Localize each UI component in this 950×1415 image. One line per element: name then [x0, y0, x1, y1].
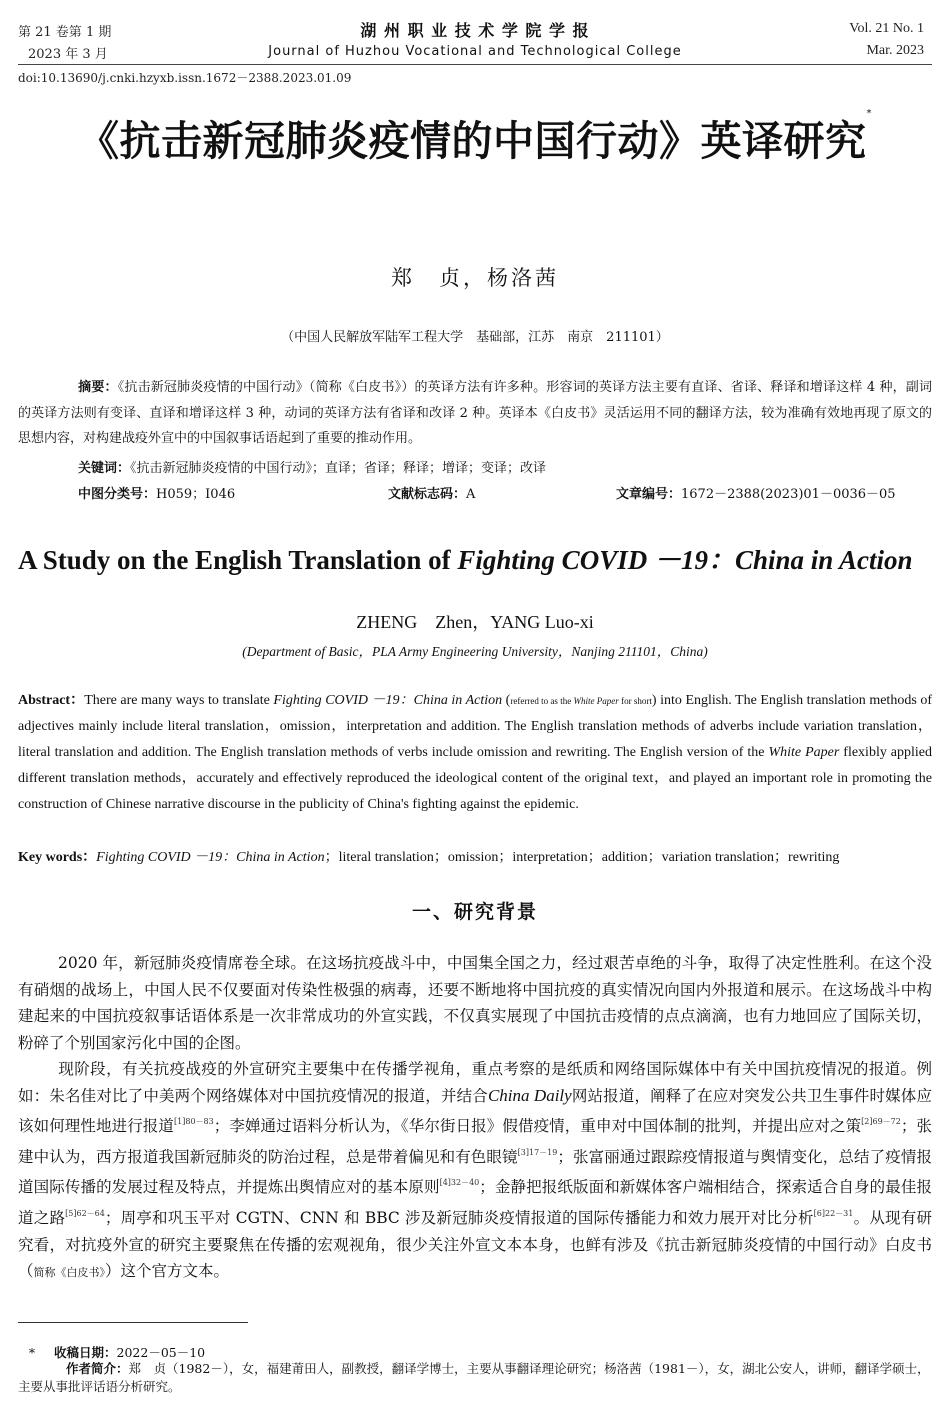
date-cn: 2023 年 3 月 — [28, 47, 108, 62]
abstract-cn — [18, 375, 932, 452]
abstract-en: Abstract：There are many ways to translate Fighting COVID －19：China in Action (referred to as the White Paper for short) into English. The English translation methods of adjectives mainly include literal translation，omission，interpretation and addition. The English translation methods of adverbs include variation translation，literal translation and addition. The English translation methods of verbs include omission and rewriting. The English version of the White Paper flexibly applied different translation methods，accurately and effectively reproduced the ideological content of the original text，and played an important role in promoting the construction of Chinese narrative discourse in the publicity of China's fighting against the epidemic. — [18, 693, 933, 812]
affiliation-cn: （中国人民解放军陆军工程大学 基础部，江苏 南京 211101） — [281, 330, 669, 345]
keywords-en-label: Key words： — [18, 850, 97, 865]
volume-issue-en: Vol. 21 No. 1 — [849, 21, 924, 36]
keywords-cn-text: 《抗击新冠肺炎疫情的中国行动》；直译；省译；释译；增译；变译；改译 — [130, 461, 547, 476]
clc-number: 中图分类号：H059；I046 — [78, 487, 236, 502]
footnote-received: * 收稿日期：2022－05－10 — [28, 1345, 206, 1360]
keywords-en: Key words：Fighting COVID －19：China in Action；literal translation；omission；interpretation；addition；variation translation；rewriting — [18, 850, 840, 865]
keywords-cn-label: 关键词： — [78, 461, 131, 476]
article-title-en: A Study on the English Translation of Fighting COVID －19：China in Action — [18, 545, 913, 575]
document-code: 文献标志码：A — [388, 487, 476, 502]
doi: doi:10.13690/j.cnki.hzyxb.issn.1672－2388.2023.01.09 — [18, 71, 352, 85]
title-footnote-mark: * — [866, 108, 872, 119]
abstract-cn-text: 《抗击新冠肺炎疫情的中国行动》（简称《白皮书》）的英译方法有许多种。形容词的英译方法主要有直译、省译、释译和增译这样 4 种，副词的英译方法则有变译、直译和增译这样 3 种，动词的英译方法有省译和改译 2 种。英译本《白皮书》灵活运用不同的翻译方法，较为准确有效地再现了原文的思想内容，对构建战疫外宣中的中国叙事话语起到了重要的推动作用。 — [18, 380, 932, 446]
affiliation-en: (Department of Basic，PLA Army Engineering University，Nanjing 211101，China) — [242, 644, 708, 659]
body-paragraph-1: 2020 年，新冠肺炎疫情席卷全球。在这场抗疫战斗中，中国集全国之力，经过艰苦卓绝的斗争，取得了决定性胜利。在这个没有硝烟的战场上，中国人民不仅要面对传染性极强的病毒，还要不断地将中国抗疫的真实情况向国内外报道和展示。在这场战斗中构建起来的中国抗疫叙事话语体系是一次非常成功的外宣实践，不仅真实展现了中国抗击疫情的点点滴滴，也有力地回应了国际关切，粉碎了个别国家污化中国的企图。 — [18, 954, 932, 1052]
body-paragraph-2: 现阶段，有关抗疫战疫的外宣研究主要集中在传播学视角，重点考察的是纸质和网络国际媒体中有关中国抗疫情况的报道。例如：朱名佳对比了中美两个网络媒体对中国抗疫情况的报道，并结合China Daily网站报道，阐释了在应对突发公共卫生事件时媒体应该如何理性地进行报道$^{[1]80-83}$；李婵通过语料分析认为，《华尔街日报》假借疫情，重申对中国体制的批判，并提出应对之策$^{[2]69-72}$；张建中认为，西方报道我国新冠肺炎的防治过程，总是带着偏见和有色眼镜$^{[3]17-19}$；张富丽通过跟踪疫情报道与舆情变化，总结了疫情报道国际传播的发展过程及特点，并提炼出舆情应对的基本原则$^{[4]32-40}$；金静把报纸版面和新媒体客户端相结合，探索适合自身的最佳报道之路$^{[5]62-64}$；周亭和巩玉平对 CGTN、CNN 和 BBC 涉及新冠肺炎疫情报道的国际传播能力和效力展开对比分析$^{[6]22-31}$。从现有研究看，对抗疫外宣的研究主要聚焦在传播的宏观视角，很少关注外宣文本本身，也鲜有涉及《抗击新冠肺炎疫情的中国行动》白皮书（简称《白皮书》）这个官方文本。 — [18, 1060, 932, 1281]
footnote-rule — [18, 1322, 248, 1323]
journal-title-cn: 湖 州 职 业 技 术 学 院 学 报 — [360, 21, 590, 40]
date-en: Mar. 2023 — [866, 43, 924, 58]
citation-4: [4]32－40 — [439, 1178, 480, 1188]
citation-5: [5]62－64 — [65, 1208, 105, 1218]
abstract-en-label: Abstract： — [18, 693, 85, 708]
citation-3: [3]17－19 — [517, 1147, 558, 1157]
citation-6: [6]22－31 — [813, 1208, 854, 1218]
footnote-author-bio: 作者简介：郑 贞（1982－），女，福建莆田人，副教授，翻译学博士，主要从事翻译理论研究；杨洛茜（1981－），女，湖北公安人，讲师，翻译学硕士，主要从事批评话语分析研究。 — [18, 1361, 930, 1394]
header-rule — [18, 64, 932, 65]
keywords-cn — [18, 456, 932, 482]
article-title-cn: 《抗击新冠肺炎疫情的中国行动》英译研究* — [78, 108, 872, 165]
authors-cn: 郑 贞，杨洛茜 — [391, 266, 559, 290]
abstract-cn-label: 摘要： — [78, 380, 118, 395]
volume-issue-cn: 第 21 卷第 1 期 — [18, 25, 112, 40]
citation-2: [2]69－72 — [861, 1117, 901, 1127]
citation-1: [1]80－83 — [174, 1117, 214, 1127]
section-heading: 一、研究背景 — [411, 901, 538, 923]
article-number: 文章编号：1672－2388(2023)01－0036－05 — [616, 487, 896, 502]
authors-en: ZHENG Zhen，YANG Luo-xi — [356, 612, 594, 632]
journal-title-en: Journal of Huzhou Vocational and Technological College — [268, 44, 682, 59]
